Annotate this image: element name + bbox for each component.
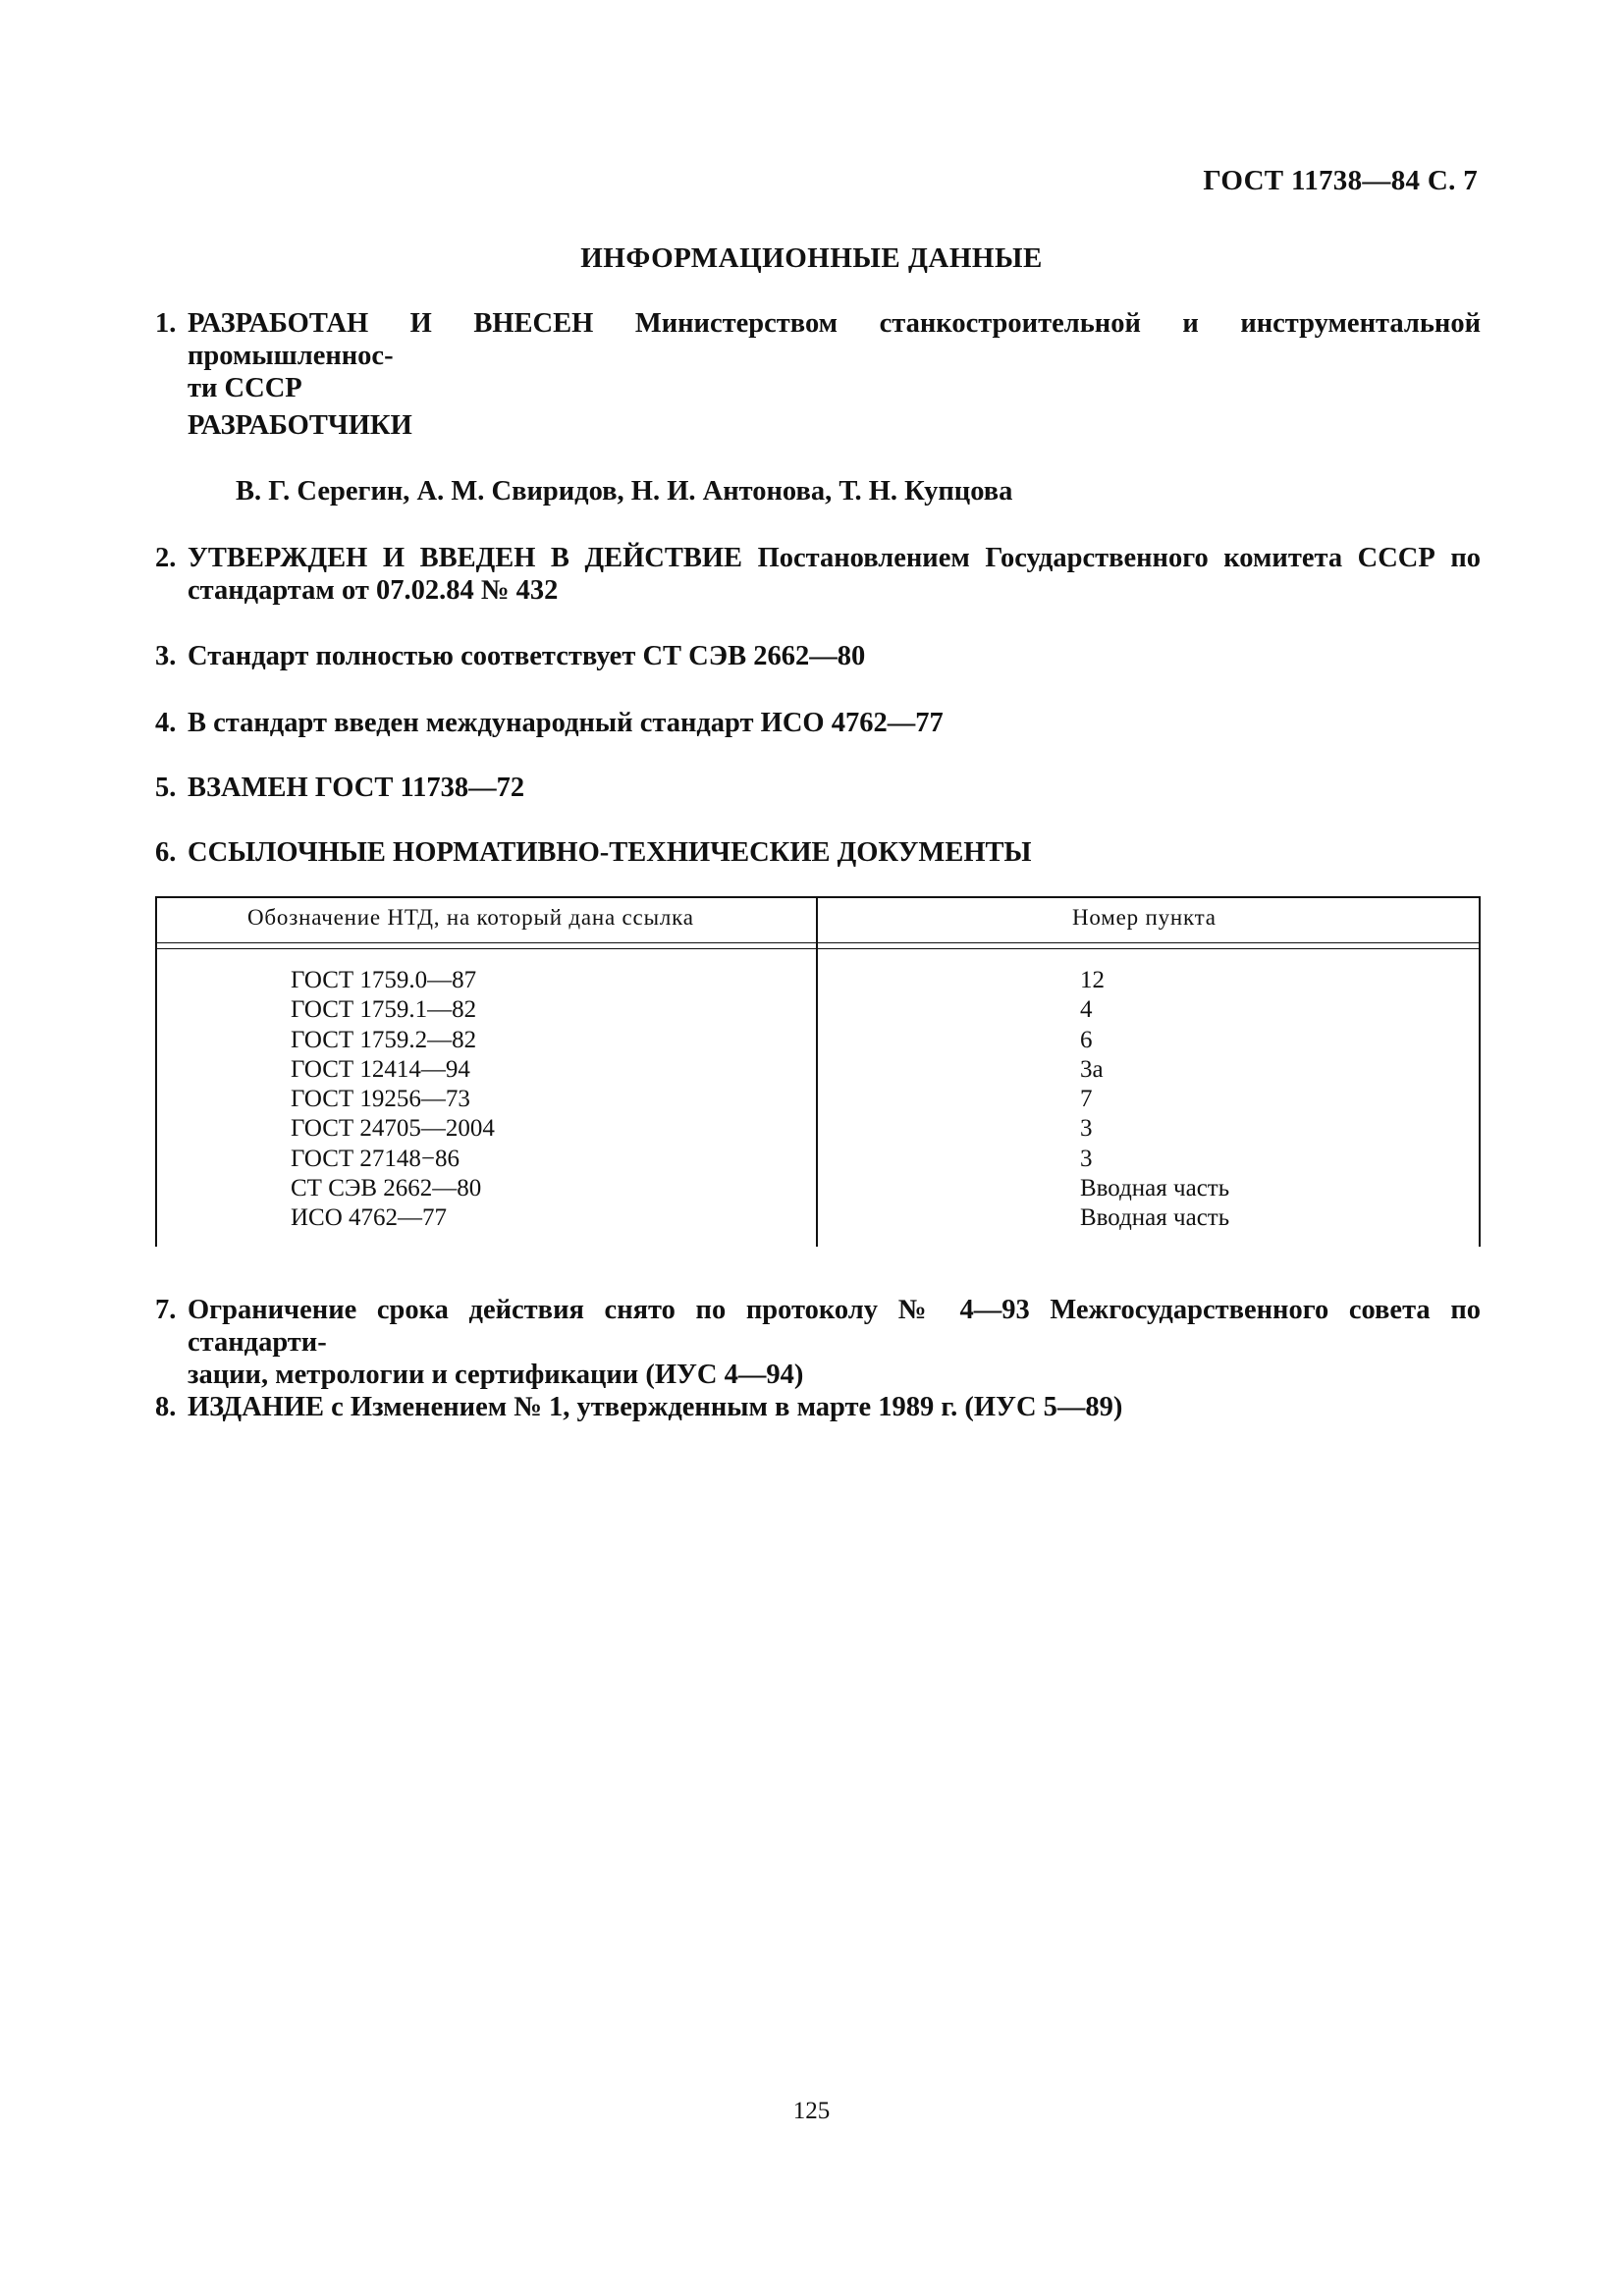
item-text: В стандарт введен международный стандарт ИСО 4762—77 [188, 708, 944, 738]
header-rule [157, 942, 1479, 943]
column-header-designation: Обозначение НТД, на который дана ссылка [247, 905, 694, 930]
item-number: 6. [155, 837, 177, 868]
developers-names: В. Г. Серегин, А. М. Свиридов, Н. И. Антонова, Т. Н. Купцова [236, 476, 1013, 507]
table-cell-designation: ГОСТ 1759.2—82 [291, 1026, 477, 1053]
item-number: 7. [155, 1295, 177, 1325]
table-cell-clause: 12 [1080, 967, 1105, 993]
item-text-line: стандартам от 07.02.84 № 432 [188, 575, 559, 606]
document-reference: ГОСТ 11738—84 С. 7 [1203, 165, 1478, 196]
reference-documents-table [155, 896, 1481, 1247]
table-cell-designation: ГОСТ 1759.1—82 [291, 996, 477, 1024]
column-header-clause: Номер пункта [1072, 905, 1217, 930]
table-row [157, 1203, 1479, 1233]
item-text-line: РАЗРАБОТАН И ВНЕСЕН Министерством станкостроительной и инструментальной промышленнос- [188, 308, 1481, 371]
table-row [157, 1085, 1479, 1114]
table-cell-clause: Вводная часть [1080, 1204, 1230, 1232]
info-item-5 [155, 772, 1481, 804]
info-item-4 [155, 707, 1481, 739]
table-cell-clause: Вводная часть [1080, 1175, 1230, 1202]
info-item-3 [155, 640, 1481, 672]
table-cell-clause: 3 [1080, 1145, 1093, 1172]
table-cell-designation: ГОСТ 19256—73 [291, 1086, 470, 1113]
developers-heading: РАЗРАБОТЧИКИ [188, 410, 412, 441]
item-text: ВЗАМЕН ГОСТ 11738—72 [188, 773, 525, 803]
item-text: Стандарт полностью соответствует СТ СЭВ 2662—80 [188, 641, 866, 671]
item-number: 1. [155, 308, 177, 339]
table-row [157, 966, 1479, 995]
item-text: ССЫЛОЧНЫЕ НОРМАТИВНО-ТЕХНИЧЕСКИЕ ДОКУМЕНТЫ [188, 837, 1032, 868]
table-row [157, 1026, 1479, 1055]
info-item-7 [155, 1294, 1481, 1391]
item-text-line: Ограничение срока действия снято по протоколу № 4—93 Межгосударственного совета по стандарти- [188, 1295, 1481, 1358]
item-text-line: УТВЕРЖДЕН И ВВЕДЕН В ДЕЙСТВИЕ Постановлением Государственного комитета СССР по [188, 543, 1481, 573]
table-cell-designation: ИСО 4762—77 [291, 1204, 448, 1232]
item-text-line: ти СССР [188, 373, 302, 403]
info-item-6 [155, 836, 1481, 869]
table-cell-designation: ГОСТ 27148−86 [291, 1145, 460, 1172]
table-cell-clause: 3 [1080, 1115, 1093, 1143]
table-cell-clause: 7 [1080, 1086, 1093, 1113]
table-cell-designation: ГОСТ 24705—2004 [291, 1115, 495, 1143]
table-cell-designation: СТ СЭВ 2662—80 [291, 1175, 482, 1202]
table-row [157, 1145, 1479, 1174]
info-item-2 [155, 542, 1481, 607]
table-row [157, 995, 1479, 1025]
item-text: ИЗДАНИЕ с Изменением № 1, утвержденным в марте 1989 г. (ИУС 5—89) [188, 1392, 1123, 1422]
item-text-line: зации, метрологии и сертификации (ИУС 4—94) [188, 1360, 804, 1390]
info-item-8 [155, 1391, 1481, 1423]
page-title: ИНФОРМАЦИОННЫЕ ДАННЫЕ [580, 242, 1043, 274]
item-number: 8. [155, 1392, 177, 1422]
item-number: 3. [155, 641, 177, 671]
item-number: 5. [155, 773, 177, 803]
table-row [157, 1114, 1479, 1144]
table-cell-designation: ГОСТ 1759.0—87 [291, 967, 477, 993]
table-cell-clause: 3а [1080, 1055, 1104, 1083]
table-row [157, 1055, 1479, 1085]
table-cell-designation: ГОСТ 12414—94 [291, 1055, 470, 1083]
item-number: 2. [155, 543, 177, 573]
table-row [157, 1174, 1479, 1203]
page-number: 125 [792, 2098, 831, 2124]
table-cell-clause: 4 [1080, 996, 1093, 1024]
header-rule [157, 948, 1479, 949]
item-number: 4. [155, 708, 177, 738]
table-cell-clause: 6 [1080, 1026, 1093, 1053]
info-item-1 [155, 307, 1481, 404]
